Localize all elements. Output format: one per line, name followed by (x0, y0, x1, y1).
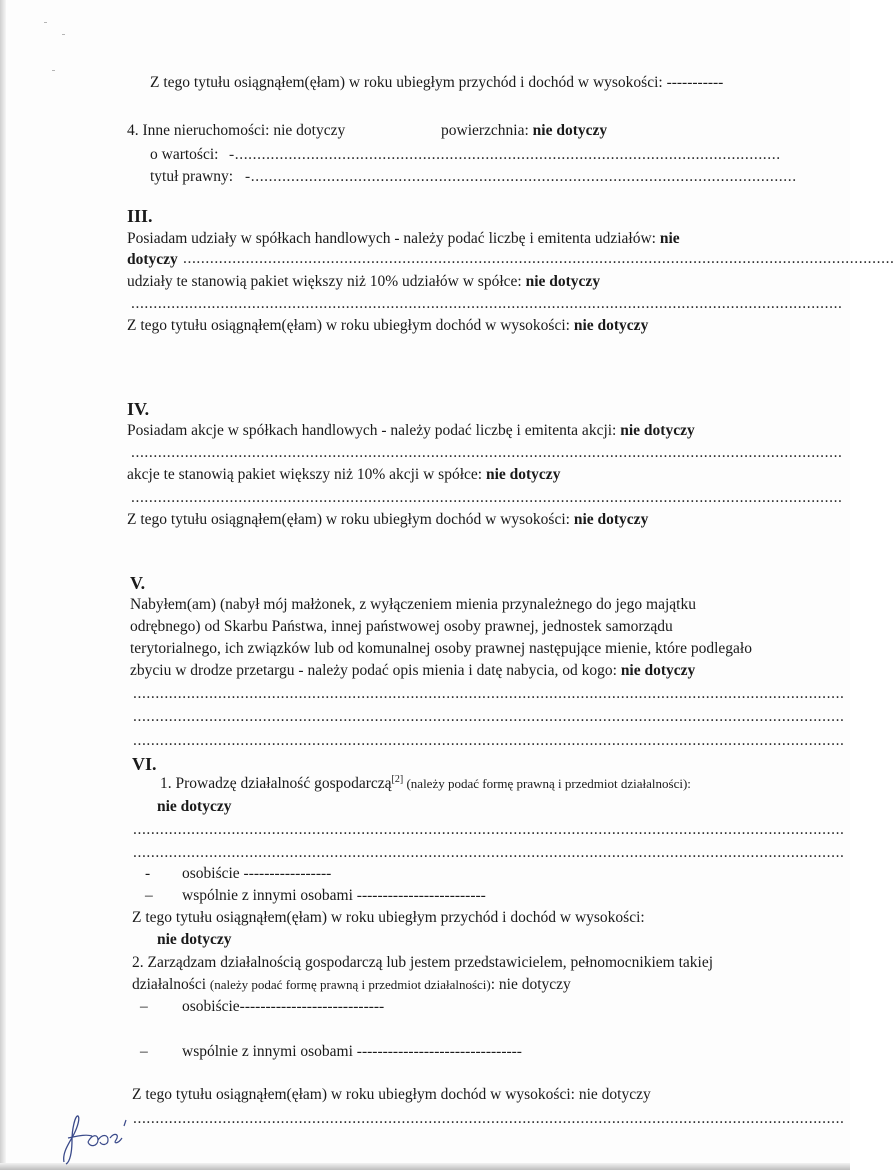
stocks-answer: nie dotyczy (620, 422, 695, 439)
acquisition-fill-3: ............................................................................................................................................................... (133, 732, 845, 749)
dash-marker: – (145, 887, 153, 904)
dash-marker: - (145, 865, 151, 882)
stocks-dotted-line (131, 443, 843, 463)
stocks-fill: ............................................................................................................................................................... (131, 444, 843, 461)
personally-line: osobiście ----------------- (182, 865, 332, 882)
shares-line (127, 229, 680, 249)
acquisition-fill-2: ............................................................................................................................................................... (133, 708, 845, 725)
shares-answer-continued: dotyczy (127, 251, 178, 268)
section-v-heading: V. (130, 573, 146, 593)
business-fill-2: ............................................................................................................................................................... (133, 844, 845, 861)
dash-marker: – (140, 1043, 148, 1060)
value-label: o wartości: (150, 146, 219, 163)
legal-title-dotted-line (245, 167, 797, 187)
business-income-answer: nie dotyczy (157, 931, 232, 948)
acquisition-line-4 (130, 661, 695, 681)
acquisition-line-1: Nabyłem(am) (nabył mój małżonek, z wyłączeniem mienia przynależnego do jego majątku (130, 596, 696, 613)
shares-answer: nie (659, 230, 680, 247)
handwritten-initials (58, 1112, 138, 1166)
business-fill-1: ............................................................................................................................................................... (133, 821, 845, 838)
business-activity-answer: nie dotyczy (157, 798, 232, 815)
value-fill: -.......................................................................................................................... (229, 146, 781, 163)
page-left-edge-shadow (0, 0, 6, 1170)
section-iii-heading: III. (127, 206, 153, 226)
business-dotted-line-1 (133, 820, 845, 840)
shares-income-line (127, 316, 648, 336)
acquisition-dotted-line-3 (133, 731, 845, 751)
acquisition-line-2: odrębnego) od Skarbu Państwa, innej państwowej osoby prawnej, jednostek samorządu (130, 618, 673, 635)
jointly-line: wspólnie z innymi osobami ------------------------- (182, 887, 486, 904)
management-jointly-line: wspólnie z innymi osobami -------------------------------- (182, 1043, 522, 1060)
acquisition-answer: nie dotyczy (620, 662, 696, 679)
management-text: działalności (132, 976, 210, 993)
acquisition-text: zbyciu w drodze przetargu - należy podać opis mienia i datę nabycia, od kogo: (130, 662, 621, 679)
top-income-line: Z tego tytułu osiągnąłem(ęłam) w roku ubiegłym przychód i dochód w wysokości: ----------- (150, 74, 724, 91)
business-dotted-line-2 (133, 843, 845, 863)
management-line-1: 2. Zarządzam działalnością gospodarczą lub jestem przedstawicielem, pełnomocnikiem takiej (132, 954, 714, 971)
section-vi-heading: VI. (132, 754, 157, 774)
footnote-2-marker: [2] (391, 773, 404, 785)
area-field (441, 121, 607, 141)
stocks-line (127, 421, 695, 441)
management-line-2 (132, 975, 571, 995)
area-label: powierzchnia: (441, 122, 533, 139)
final-dotted-line (133, 1109, 845, 1129)
value-dotted-line (229, 145, 785, 165)
management-instruction: (należy podać formę prawną i przedmiot działalności) (209, 977, 491, 992)
shares-income-text: Z tego tytułu osiągnąłem(ęłam) w roku ubiegłym dochód w wysokości: (127, 317, 574, 334)
stocks-income-text: Z tego tytułu osiągnąłem(ęłam) w roku ubiegłym dochód w wysokości: (127, 511, 574, 528)
shares-text: Posiadam udziały w spółkach handlowych - należy podać liczbę i emitenta udziałów: (127, 230, 660, 247)
legal-title-label: tytuł prawny: (150, 168, 234, 185)
business-activity-text: 1. Prowadzę działalność gospodarczą (160, 775, 392, 792)
management-income-line: Z tego tytułu osiągnąłem(ęłam) w roku ubiegłym dochód w wysokości: nie dotyczy (132, 1086, 651, 1103)
legal-title-fill: -.......................................................................................................................... (245, 168, 797, 185)
stocks-10pct-answer: nie dotyczy (485, 466, 561, 483)
area-value: nie dotyczy (532, 122, 608, 139)
business-income-line: Z tego tytułu osiągnąłem(ęłam) w roku ubiegłym przychód i dochód w wysokości: (132, 909, 645, 926)
shares-10pct-text: udziały te stanowią pakiet większy niż 10% udziałów w spółce: (127, 273, 526, 290)
stocks-10pct-dotted-line (131, 488, 843, 508)
final-fill: ............................................................................................................................................................... (133, 1110, 845, 1127)
business-activity-line (160, 774, 691, 794)
stocks-10pct-fill: ............................................................................................................................................................... (131, 489, 843, 506)
other-real-estate-label: 4. Inne nieruchomości: nie dotyczy (127, 122, 346, 139)
shares-fill: ............................................................................................................................................................... (183, 250, 895, 267)
section-iv-heading: IV. (127, 399, 150, 419)
management-answer: : nie dotyczy (490, 976, 571, 993)
stocks-10pct-line (127, 465, 560, 485)
dash-marker: – (140, 998, 148, 1015)
shares-10pct-line (127, 272, 600, 292)
acquisition-dotted-line-1 (133, 684, 845, 704)
shares-10pct-dotted-line (131, 294, 843, 314)
scan-speck (62, 34, 65, 35)
acquisition-dotted-line-2 (133, 707, 845, 727)
acquisition-fill-1: ............................................................................................................................................................... (133, 685, 845, 702)
stocks-text: Posiadam akcje w spółkach handlowych - należy podać liczbę i emitenta akcji: (127, 422, 621, 439)
scan-speck (52, 70, 55, 71)
scan-speck (44, 22, 47, 23)
shares-dotted-line (183, 249, 895, 269)
shares-10pct-fill: ............................................................................................................................................................... (131, 295, 843, 312)
stocks-income-answer: nie dotyczy (573, 511, 649, 528)
shares-income-answer: nie dotyczy (573, 317, 649, 334)
shares-10pct-answer: nie dotyczy (525, 273, 601, 290)
stocks-10pct-text: akcje te stanowią pakiet większy niż 10% akcji w spółce: (127, 466, 486, 483)
stocks-income-line (127, 510, 648, 530)
management-personally-line: osobiście---------------------------- (182, 998, 385, 1015)
acquisition-line-3: terytorialnego, ich związków lub od komunalnej osoby prawnej następujące mienie, które podlegało (130, 640, 752, 657)
business-activity-instruction: (należy podać formę prawną i przedmiot działalności): (403, 776, 691, 791)
